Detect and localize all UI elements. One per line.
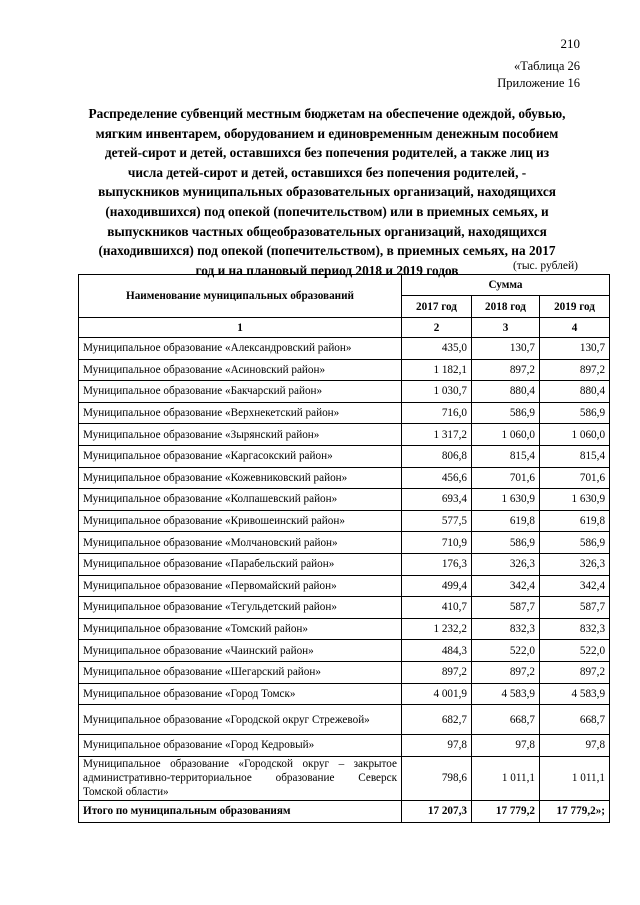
amount-cell-2019: 326,3 <box>540 553 610 575</box>
amount-cell-2017: 4 001,9 <box>402 683 472 705</box>
municipality-name-cell: Муниципальное образование «Бакчарский район» <box>79 381 402 403</box>
amount-cell-2019: 1 060,0 <box>540 424 610 446</box>
municipality-name-cell: Муниципальное образование «Город Томск» <box>79 683 402 705</box>
municipality-name-cell: Муниципальное образование «Тегульдетский район» <box>79 597 402 619</box>
amount-cell-2019: 1 630,9 <box>540 489 610 511</box>
table-row <box>79 402 610 424</box>
amount-cell-2019: 587,7 <box>540 597 610 619</box>
municipality-name-cell: Муниципальное образование «Молчановский район» <box>79 532 402 554</box>
amount-cell-2017: 499,4 <box>402 575 472 597</box>
amount-cell-2018: 342,4 <box>472 575 540 597</box>
table-row <box>79 338 610 360</box>
table-row <box>79 532 610 554</box>
amount-cell-2017: 176,3 <box>402 553 472 575</box>
municipality-name-cell: Муниципальное образование «Городской округ – закрытое административно-территориальное образование Северск Томской области» <box>79 756 402 800</box>
amount-cell-2019: 701,6 <box>540 467 610 489</box>
amount-cell-2018: 586,9 <box>472 402 540 424</box>
amount-cell-2018: 897,2 <box>472 661 540 683</box>
title-line: мягким инвентарем, оборудованием и единовременным денежным пособием <box>95 125 559 141</box>
table-row <box>79 445 610 467</box>
amount-cell-2017: 1 232,2 <box>402 618 472 640</box>
amount-cell-2019: 586,9 <box>540 532 610 554</box>
municipality-name-cell: Муниципальное образование «Александровский район» <box>79 338 402 360</box>
column-number-4: 4 <box>540 318 610 338</box>
amount-cell-2019: 832,3 <box>540 618 610 640</box>
amount-cell-2017: 435,0 <box>402 338 472 360</box>
amount-cell-2017: 806,8 <box>402 445 472 467</box>
amount-cell-2019: 880,4 <box>540 381 610 403</box>
total-amount-cell-2017: 17 207,3 <box>402 800 472 822</box>
municipality-name-cell: Муниципальное образование «Шегарский район» <box>79 661 402 683</box>
municipality-name-cell: Муниципальное образование «Чаинский район» <box>79 640 402 662</box>
amount-cell-2017: 97,8 <box>402 735 472 757</box>
amount-cell-2018: 130,7 <box>472 338 540 360</box>
amount-cell-2017: 410,7 <box>402 597 472 619</box>
amount-cell-2017: 1 030,7 <box>402 381 472 403</box>
amount-cell-2018: 1 630,9 <box>472 489 540 511</box>
amount-cell-2017: 1 317,2 <box>402 424 472 446</box>
total-row <box>79 800 610 822</box>
table-row <box>79 640 610 662</box>
amount-cell-2018: 1 011,1 <box>472 756 540 800</box>
amount-cell-2019: 586,9 <box>540 402 610 424</box>
amount-cell-2017: 710,9 <box>402 532 472 554</box>
amount-cell-2017: 693,4 <box>402 489 472 511</box>
amount-cell-2017: 484,3 <box>402 640 472 662</box>
table-row <box>79 756 610 800</box>
title-line: год и на плановый период 2018 и 2019 годов <box>195 262 459 278</box>
amount-cell-2018: 587,7 <box>472 597 540 619</box>
table-row <box>79 359 610 381</box>
page-number: 210 <box>560 36 580 51</box>
amount-cell-2018: 701,6 <box>472 467 540 489</box>
table-row <box>79 575 610 597</box>
title-line: выпускников муниципальных образовательных организаций, находящихся <box>98 184 556 200</box>
municipality-name-cell: Муниципальное образование «Город Кедровый» <box>79 735 402 757</box>
table-row <box>79 735 610 757</box>
amount-cell-2018: 522,0 <box>472 640 540 662</box>
table-row <box>79 597 610 619</box>
table-row <box>79 510 610 532</box>
table-row <box>79 705 610 735</box>
amount-cell-2019: 897,2 <box>540 661 610 683</box>
table-row <box>79 489 610 511</box>
amount-cell-2019: 897,2 <box>540 359 610 381</box>
table-row <box>79 683 610 705</box>
amount-cell-2017: 897,2 <box>402 661 472 683</box>
amount-cell-2019: 4 583,9 <box>540 683 610 705</box>
amount-cell-2017: 682,7 <box>402 705 472 735</box>
title-line: Распределение субвенций местным бюджетам на обеспечение одеждой, обувью, <box>88 106 566 121</box>
municipality-name-cell: Муниципальное образование «Каргасокский район» <box>79 445 402 467</box>
municipality-name-cell: Муниципальное образование «Кожевниковский район» <box>79 467 402 489</box>
column-number-1: 1 <box>79 318 402 338</box>
table-row <box>79 553 610 575</box>
amount-cell-2018: 619,8 <box>472 510 540 532</box>
title-line: числа детей-сирот и детей, оставшихся без попечения родителей, - <box>127 164 527 180</box>
amount-cell-2018: 1 060,0 <box>472 424 540 446</box>
municipality-name-cell: Муниципальное образование «Верхнекетский район» <box>79 402 402 424</box>
subvention-table <box>78 274 610 823</box>
table-row <box>79 424 610 446</box>
table-reference: «Таблица 26 <box>514 59 580 73</box>
total-label-cell: Итого по муниципальным образованиям <box>79 800 402 822</box>
total-amount-cell-2019: 17 779,2»; <box>540 800 610 822</box>
amount-cell-2017: 798,6 <box>402 756 472 800</box>
amount-cell-2019: 619,8 <box>540 510 610 532</box>
column-header-2019: 2019 год <box>540 296 610 318</box>
municipality-name-cell: Муниципальное образование «Парабельский район» <box>79 553 402 575</box>
column-header-sum: Сумма <box>402 275 610 296</box>
municipality-name-cell: Муниципальное образование «Томский район» <box>79 618 402 640</box>
amount-cell-2017: 456,6 <box>402 467 472 489</box>
amount-cell-2019: 97,8 <box>540 735 610 757</box>
table-body <box>79 338 610 823</box>
amount-cell-2017: 716,0 <box>402 402 472 424</box>
document-title <box>72 104 582 280</box>
municipality-name-cell: Муниципальное образование «Городской округ Стрежевой» <box>79 705 402 735</box>
table-row <box>79 618 610 640</box>
municipality-name-cell: Муниципальное образование «Колпашевский район» <box>79 489 402 511</box>
title-line: (находившихся) под опекой (попечительством) или в приемных семьях, и <box>105 203 549 219</box>
amount-cell-2019: 668,7 <box>540 705 610 735</box>
amount-cell-2019: 815,4 <box>540 445 610 467</box>
amount-cell-2019: 522,0 <box>540 640 610 662</box>
column-header-2017: 2017 год <box>402 296 472 318</box>
amount-cell-2018: 326,3 <box>472 553 540 575</box>
table-row <box>79 467 610 489</box>
column-header-2018: 2018 год <box>472 296 540 318</box>
municipality-name-cell: Муниципальное образование «Первомайский район» <box>79 575 402 597</box>
title-line: выпускников частных общеобразовательных организаций, находящихся <box>107 223 547 239</box>
municipality-name-cell: Муниципальное образование «Асиновский район» <box>79 359 402 381</box>
amount-cell-2019: 342,4 <box>540 575 610 597</box>
amount-cell-2018: 668,7 <box>472 705 540 735</box>
amount-cell-2017: 1 182,1 <box>402 359 472 381</box>
amount-cell-2018: 880,4 <box>472 381 540 403</box>
amount-cell-2018: 832,3 <box>472 618 540 640</box>
amount-cell-2018: 586,9 <box>472 532 540 554</box>
amount-cell-2018: 97,8 <box>472 735 540 757</box>
table-row <box>79 381 610 403</box>
table-row <box>79 661 610 683</box>
column-number-2: 2 <box>402 318 472 338</box>
units-label: (тыс. рублей) <box>512 260 578 272</box>
amount-cell-2019: 130,7 <box>540 338 610 360</box>
appendix-reference: Приложение 16 <box>497 76 580 90</box>
amount-cell-2018: 897,2 <box>472 359 540 381</box>
title-line: детей-сирот и детей, оставшихся без попечения родителей, а также лиц из <box>104 145 550 161</box>
amount-cell-2017: 577,5 <box>402 510 472 532</box>
amount-cell-2018: 4 583,9 <box>472 683 540 705</box>
title-line: (находившихся) под опекой (попечительством), в приемных семьях, на 2017 <box>98 243 556 259</box>
amount-cell-2018: 815,4 <box>472 445 540 467</box>
municipality-name-cell: Муниципальное образование «Кривошеинский район» <box>79 510 402 532</box>
amount-cell-2019: 1 011,1 <box>540 756 610 800</box>
document-header <box>497 58 580 92</box>
column-header-name: Наименование муниципальных образований <box>79 275 402 318</box>
column-number-3: 3 <box>472 318 540 338</box>
total-amount-cell-2018: 17 779,2 <box>472 800 540 822</box>
municipality-name-cell: Муниципальное образование «Зырянский район» <box>79 424 402 446</box>
